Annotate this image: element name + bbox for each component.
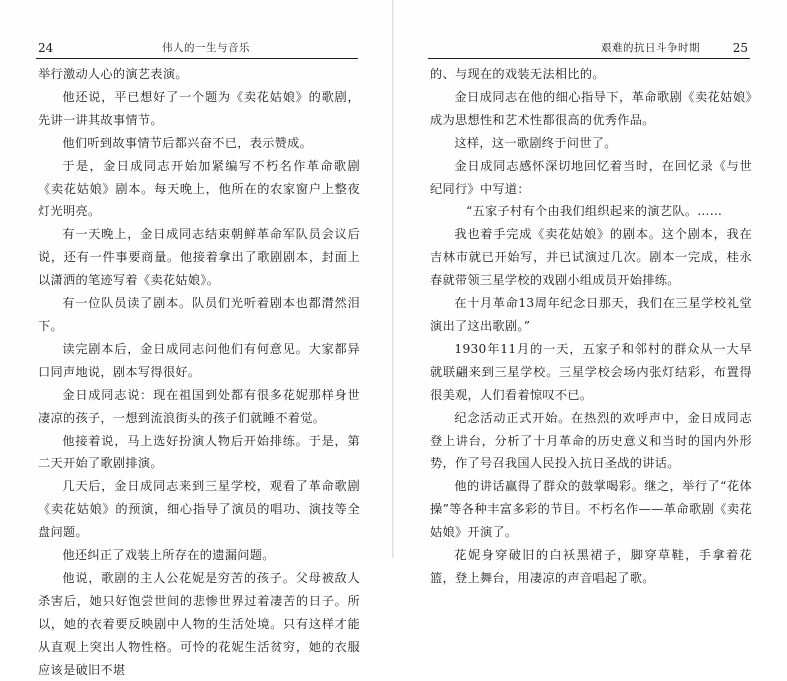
right-header-rule xyxy=(428,58,750,59)
right-page-header xyxy=(430,38,748,58)
paragraph: 我也着手完成《卖花姑娘》的剧本。这个剧本，我在吉林市就已开始写，并已试演过几次。剧本一完成，桂永春就带领三星学校的戏剧小组成员开始排练。 xyxy=(430,227,752,288)
left-header-rule xyxy=(36,58,358,59)
paragraph: 他接着说，马上选好扮演人物后开始排练。于是，第二天开始了歌剧排演。 xyxy=(38,433,360,471)
paragraph: 他的讲话赢得了群众的鼓掌喝彩。继之，举行了“花体操”等各种丰富多彩的节目。不朽名作——革命歌剧《卖花姑娘》开演了。 xyxy=(430,479,752,540)
paragraph: 的、与现在的戏装无法相比的。 xyxy=(430,67,605,81)
left-running-title: 伟人的一生与音乐 xyxy=(162,42,250,54)
paragraph: 几天后，金日成同志来到三星学校，观看了革命歌剧《卖花姑娘》的预演，细心指导了演员的唱功、演技等全盘问题。 xyxy=(38,479,360,540)
paragraph: 他们听到故事情节后都兴奋不已，表示赞成。 xyxy=(62,135,313,150)
paragraph: 金日成同志说：现在祖国到处都有很多花妮那样身世凄凉的孩子，一想到流浪街头的孩子们就睡不着觉。 xyxy=(38,387,360,425)
left-page-header xyxy=(38,38,358,58)
paragraph: 有一天晚上，金日成同志结束朝鲜革命军队员会议后说，还有一件事要商量。他接着拿出了歌剧剧本，封面上以潇洒的笔迹写着《卖花姑娘》。 xyxy=(38,227,360,288)
paragraph: 1930年11月的一天，五家子和邻村的群众从一大早就联翩来到三星学校。三星学校会场内张灯结彩，布置得很美观，人们看着惊叹不已。 xyxy=(430,341,752,402)
paragraph: 金日成同志感怀深切地回忆着当时，在回忆录《与世纪同行》中写道： xyxy=(430,158,752,196)
paragraph: 有一位队员读了剧本。队员们光听着剧本也都潸然泪下。 xyxy=(38,296,360,333)
paragraph: 读完剧本后，金日成同志问他们有何意见。大家都异口同声地说，剧本写得很好。 xyxy=(38,341,360,379)
left-page-number: 24 xyxy=(38,41,54,55)
paragraph: 花妮身穿破旧的白袄黑裙子，脚穿草鞋，手拿着花篮，登上舞台，用凄凉的声音唱起了歌。 xyxy=(430,548,752,585)
paragraph: 举行激动人心的演艺表演。 xyxy=(38,67,188,81)
paragraph: 他说，歌剧的主人公花妮是穷苦的孩子。父母被敌人杀害后，她只好饱尝世间的悲惨世界过着凄苦的日子。所以，她的衣着要反映剧中人物的生活处境。只有这样才能从直观上突出人物性格。可怜的花妮生活贫穷，她的衣服应该是破旧不堪 xyxy=(38,570,360,677)
paragraph: “五家子村有个由我们组织起来的演艺队。…… xyxy=(466,204,723,219)
paragraph: 他还说，平已想好了一个题为《卖花姑娘》的歌剧，先讲一讲其故事情节。 xyxy=(38,89,360,127)
right-page-body xyxy=(430,63,752,590)
left-page xyxy=(0,0,393,677)
right-page-number: 25 xyxy=(732,41,748,55)
left-page-body xyxy=(38,63,360,681)
paragraph: 金日成同志在他的细心指导下，革命歌剧《卖花姑娘》成为思想性和艺术性都很高的优秀作品。 xyxy=(430,89,752,127)
paragraph: 他还纠正了戏装上所存在的遗漏问题。 xyxy=(62,548,275,563)
paragraph: 于是，金日成同志开始加紧编写不朽名作革命歌剧《卖花姑娘》剧本。每天晚上，他所在的农家窗户上整夜灯光明亮。 xyxy=(38,158,360,219)
paragraph: 这样，这一歌剧终于问世了。 xyxy=(454,135,617,150)
paragraph: 在十月革命13周年纪念日那天，我们在三星学校礼堂演出了这出歌剧。” xyxy=(430,296,752,333)
paragraph: 纪念活动正式开始。在热烈的欢呼声中，金日成同志登上讲台，分析了十月革命的历史意义和当时的国内外形势，作了号召我国人民投入抗日圣战的讲话。 xyxy=(430,410,752,471)
right-page xyxy=(394,0,787,585)
right-running-title: 艰难的抗日斗争时期 xyxy=(601,42,700,54)
